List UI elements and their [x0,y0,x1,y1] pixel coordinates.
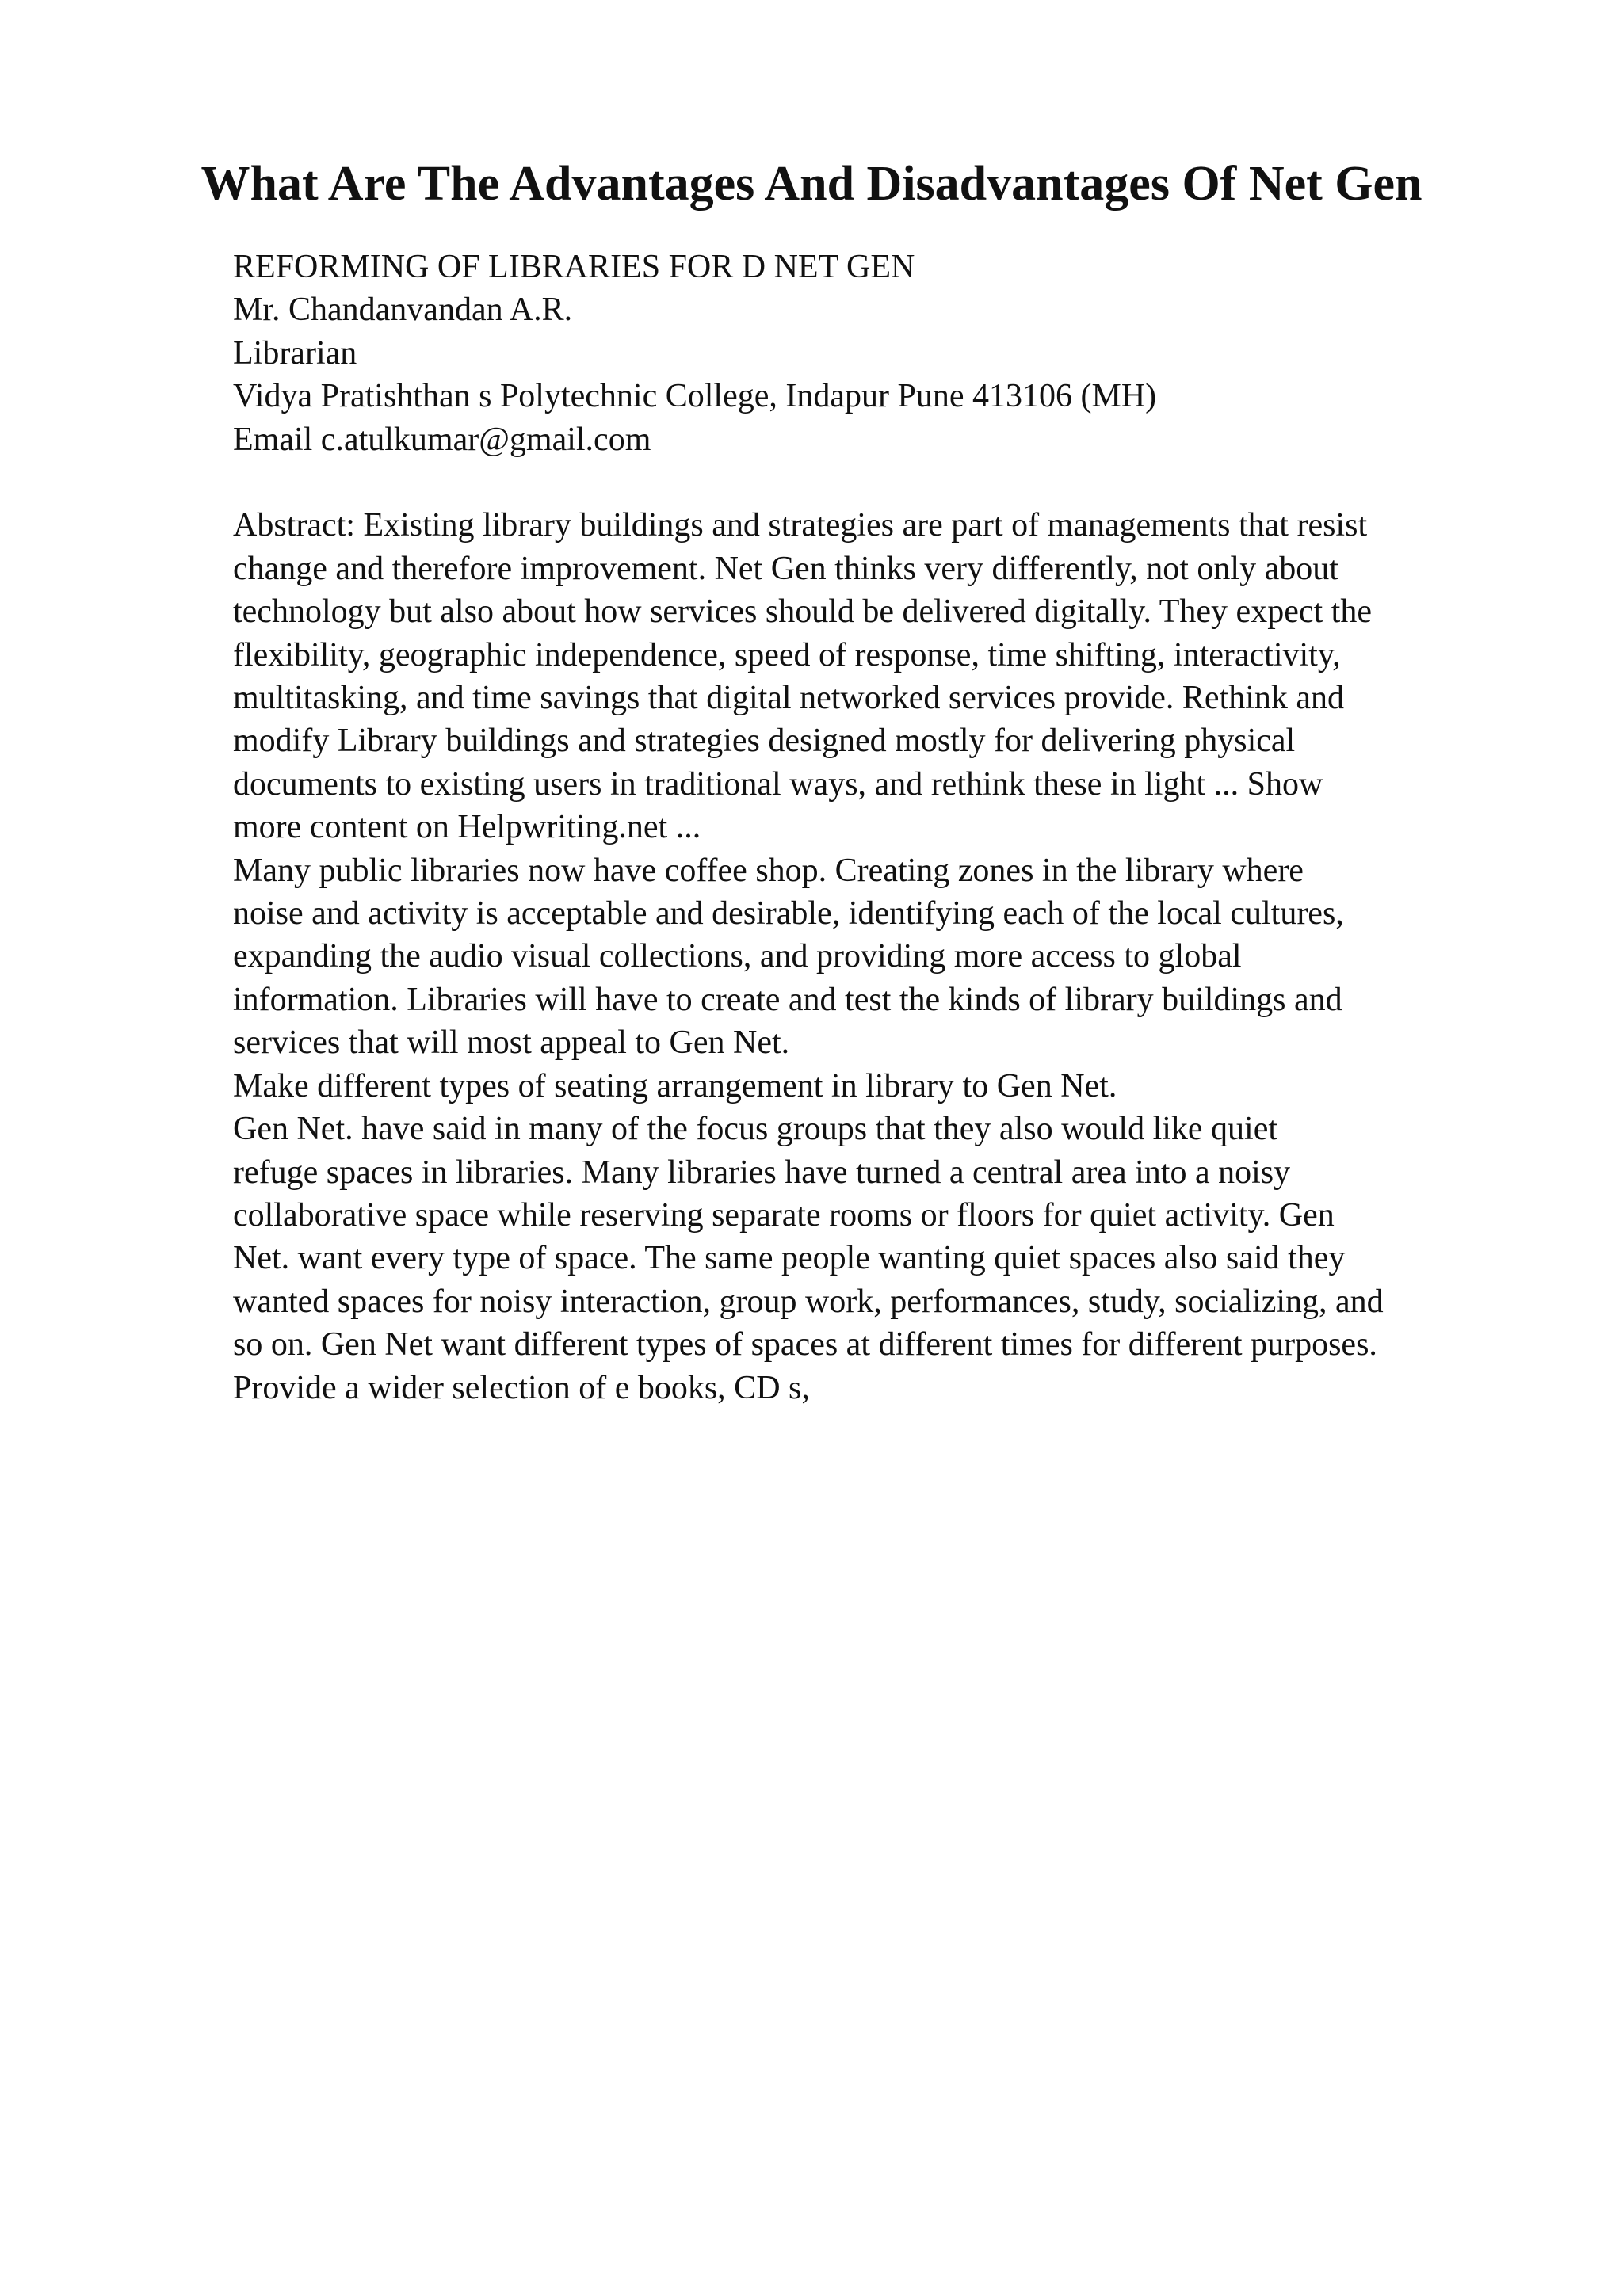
abstract-paragraph [233,504,1533,849]
paragraph-gap [233,461,1533,504]
spaces-paragraph [233,1108,1533,1366]
text-line: information. Libraries will have to create and test the kinds of library buildings and [233,981,1342,1018]
author-institution: Vidya Pratishthan s Polytechnic College, Indapur Pune 413106 (MH) [233,378,1157,415]
text-line: modify Library buildings and strategies designed mostly for delivering physical [233,723,1296,760]
text-line: Net. want every type of space. The same people wanting quiet spaces also said they [233,1240,1346,1277]
text-line: Gen Net. have said in many of the focus groups that they also would like quiet [233,1111,1278,1148]
author-email: Email c.atulkumar@gmail.com [233,421,651,458]
text-line: multitasking, and time savings that digital networked services provide. Rethink and [233,680,1345,717]
text-line: Abstract: Existing library buildings and strategies are part of managements that resist [233,507,1368,544]
page-title: What Are The Advantages And Disadvantages Of Net Gen [200,157,1423,211]
text-line: flexibility, geographic independence, speed of response, time shifting, interactivity, [233,636,1341,673]
text-line: wanted spaces for noisy interaction, group work, performances, study, socializing, and [233,1283,1384,1320]
text-line: more content on Helpwriting.net ... [233,809,701,846]
text-line: so on. Gen Net want different types of spaces at different times for different purposes. [233,1326,1377,1363]
subject-line: REFORMING OF LIBRARIES FOR D NET GEN [233,249,915,285]
author-name: Mr. Chandanvandan A.R. [233,292,573,329]
text-line: noise and activity is acceptable and desirable, identifying each of the local cultures, [233,895,1344,933]
text-line: expanding the audio visual collections, and providing more access to global [233,938,1242,975]
document-body [233,246,1533,1409]
text-line: collaborative space while reserving separate rooms or floors for quiet activity. Gen [233,1196,1335,1234]
text-line: services that will most appeal to Gen Net. [233,1024,790,1062]
text-line: Provide a wider selection of e books, CD s, [233,1369,810,1406]
text-line: technology but also about how services should be delivered digitally. They expect the [233,593,1372,631]
text-line: documents to existing users in traditional ways, and rethink these in light ... Show [233,765,1323,803]
text-line: change and therefore improvement. Net Gen thinks very differently, not only about [233,550,1338,587]
text-line: Make different types of seating arrangement in library to Gen Net. [233,1067,1117,1104]
author-role: Librarian [233,334,357,372]
seating-paragraph [233,1065,1533,1108]
coffee-shop-paragraph [233,849,1533,1065]
ebooks-paragraph [233,1367,1533,1409]
author-block [233,246,1533,461]
text-line: Many public libraries now have coffee shop. Creating zones in the library where [233,852,1304,889]
text-line: refuge spaces in libraries. Many libraries have turned a central area into a noisy [233,1154,1291,1191]
